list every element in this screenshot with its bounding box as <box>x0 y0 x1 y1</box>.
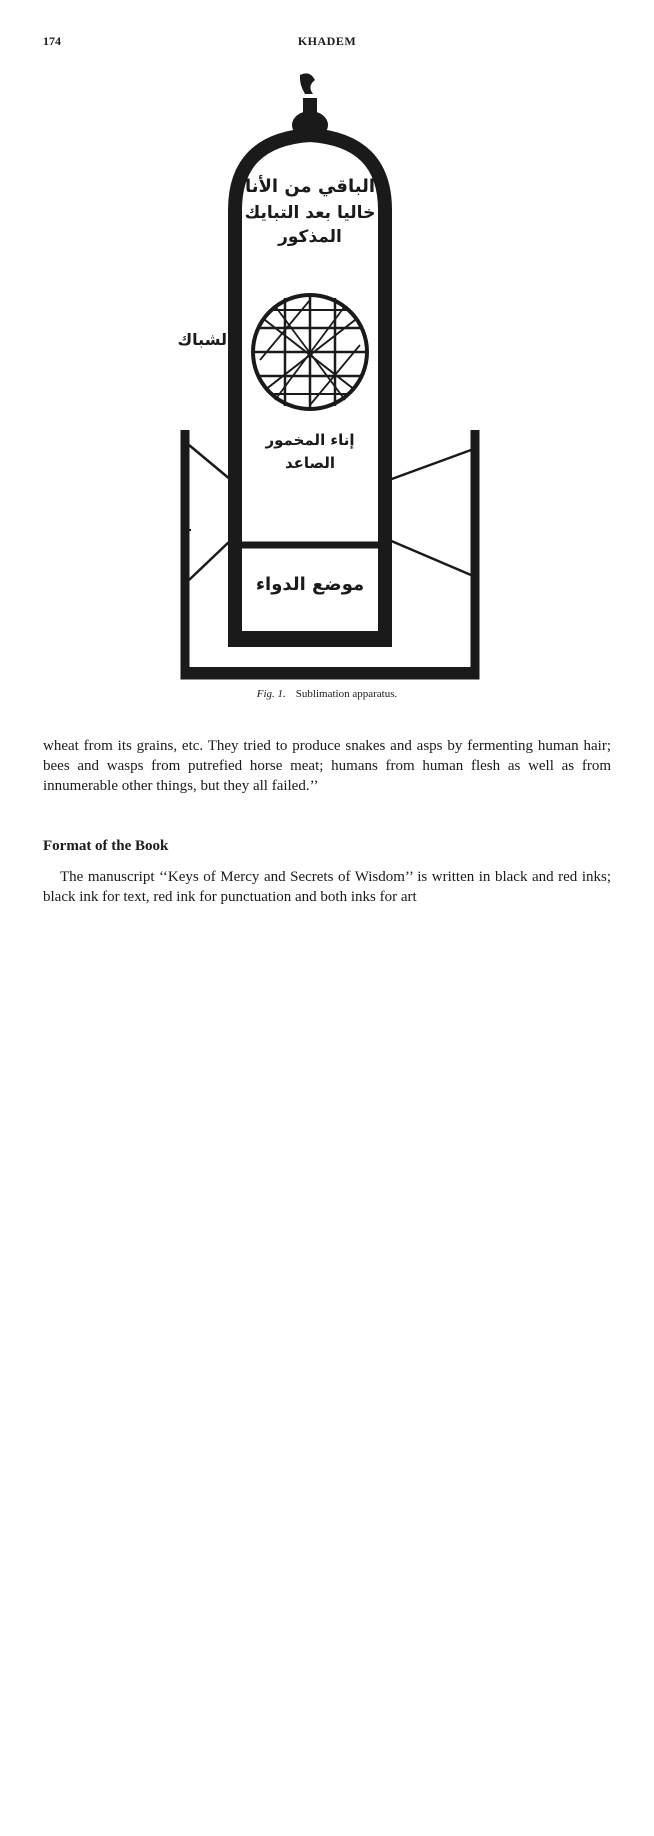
finial-mark <box>300 73 315 94</box>
arabic-top-line3: المذكور <box>278 227 342 247</box>
caption-text: Sublimation apparatus. <box>295 688 398 700</box>
arabic-top-line1: الباقي من الأنا <box>245 176 375 197</box>
page-number: 174 <box>43 34 61 48</box>
mesh-ball <box>253 295 367 409</box>
arabic-mid-line2: الصاعد <box>284 454 336 472</box>
arabic-top-line2: خاليا بعد التبايك <box>244 203 376 223</box>
running-head <box>43 34 611 52</box>
figure-sublimation-apparatus <box>175 70 485 685</box>
arabic-side-label: الشباك <box>177 330 233 349</box>
rod-left-upper <box>189 445 231 480</box>
rod-left-lower <box>189 540 231 580</box>
caption-label: Fig. 1. <box>256 688 286 700</box>
section-heading: Format of the Book <box>43 838 169 854</box>
vessel-neck <box>303 98 317 116</box>
body-paragraph-1: wheat from its grains, etc. They tried to produce snakes and asps by fermenting human hair; bees and wasps from putrefied horse meat; humans from human flesh as well as from innumerable other things, but they all failed.’’ <box>43 738 611 794</box>
body-paragraph-2: The manuscript ‘‘Keys of Mercy and Secrets of Wisdom’’ is written in black and red inks; black ink for text, red ink for punctuation and both inks for art <box>43 869 611 905</box>
arabic-mid-line1: إناء المخمور <box>265 431 355 449</box>
apparatus-drawing <box>175 70 485 685</box>
running-title: KHADEM <box>297 34 357 48</box>
rod-right-lower <box>389 540 471 575</box>
rod-right-upper <box>389 450 471 480</box>
arabic-bottom-label: موضع الدواء <box>255 574 365 595</box>
figure-caption <box>0 688 654 700</box>
